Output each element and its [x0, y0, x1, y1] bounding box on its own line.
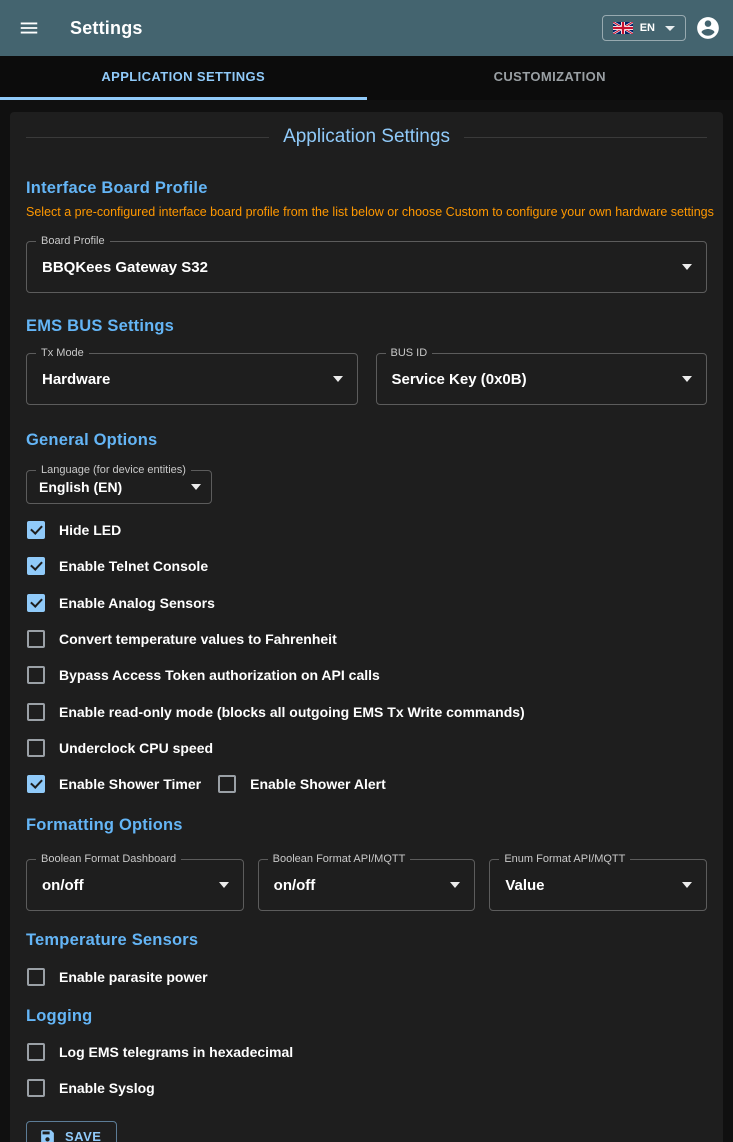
language-code-label: EN [639, 22, 655, 34]
save-floppy-icon [39, 1128, 56, 1142]
checkbox-enable-telnet-console[interactable] [26, 557, 208, 575]
bus-id-label: BUS ID [386, 347, 433, 359]
chevron-down-icon [665, 26, 675, 31]
chevron-down-icon [682, 264, 692, 270]
logging-checkbox-list [26, 1034, 707, 1107]
tx-mode-label: Tx Mode [36, 347, 89, 359]
section-heading-ems-bus: EMS BUS Settings [26, 317, 175, 335]
checkbox-label: Enable Analog Sensors [59, 594, 215, 611]
checkbox-label: Enable Shower Alert [250, 776, 386, 793]
checkbox-bypass-access-token[interactable] [26, 666, 380, 684]
bus-id-value: Service Key (0x0B) [391, 370, 527, 388]
section-heading-temperature-sensors: Temperature Sensors [26, 931, 199, 950]
chevron-down-icon [450, 882, 460, 888]
language-selector-button[interactable] [602, 15, 686, 41]
section-heading-interface-board: Interface Board Profile [26, 179, 208, 197]
board-profile-select[interactable] [26, 235, 707, 293]
checkbox-icon [218, 775, 236, 793]
checkbox-label: Enable parasite power [59, 968, 208, 985]
bus-id-select[interactable] [376, 347, 708, 405]
save-button-label: SAVE [65, 1129, 102, 1142]
checkbox-enable-shower-alert[interactable] [217, 775, 386, 793]
checkbox-label: Bypass Access Token authorization on API calls [59, 667, 380, 684]
boolean-format-api-label: Boolean Format API/MQTT [268, 853, 411, 865]
board-profile-label: Board Profile [36, 235, 110, 247]
checkbox-enable-syslog[interactable] [26, 1079, 155, 1097]
app-bar [0, 0, 733, 56]
enum-format-api-select[interactable] [489, 853, 707, 911]
enum-format-api-label: Enum Format API/MQTT [499, 853, 630, 865]
tx-mode-value: Hardware [42, 370, 111, 388]
enum-format-api-value: Value [505, 876, 545, 894]
boolean-format-dashboard-label: Boolean Format Dashboard [36, 853, 181, 865]
checkbox-icon [27, 521, 45, 539]
checkbox-label: Enable read-only mode (blocks all outgoing EMS Tx Write commands) [59, 703, 525, 720]
checkbox-label: Enable Shower Timer [59, 776, 202, 793]
checkbox-label: Convert temperature values to Fahrenheit [59, 631, 337, 648]
checkbox-label: Underclock CPU speed [59, 739, 214, 756]
account-circle-icon [695, 15, 721, 41]
board-profile-description: Select a pre-configured interface board profile from the list below or choose Custom to configure your own hardware settings [26, 205, 714, 219]
general-options-checkbox-list [26, 512, 707, 802]
uk-flag-icon [613, 22, 633, 34]
language-entities-select[interactable] [26, 464, 212, 504]
tab-customization[interactable]: CUSTOMIZATION [493, 69, 606, 84]
divider-line [26, 137, 269, 138]
page-title-divider [26, 126, 707, 148]
checkbox-icon [27, 594, 45, 612]
section-heading-formatting-options: Formatting Options [26, 816, 183, 835]
language-entities-label: Language (for device entities) [36, 464, 191, 476]
tab-bar [0, 56, 733, 100]
boolean-format-api-value: on/off [273, 876, 316, 894]
boolean-format-dashboard-select[interactable] [26, 853, 244, 911]
checkbox-log-ems-hex[interactable] [26, 1043, 293, 1061]
section-heading-general-options: General Options [26, 431, 158, 449]
checkbox-label: Enable Syslog [59, 1080, 155, 1097]
checkbox-icon [27, 739, 45, 757]
board-profile-value: BBQKees Gateway S32 [42, 258, 208, 276]
chevron-down-icon [333, 376, 343, 382]
checkbox-icon [27, 630, 45, 648]
chevron-down-icon [191, 484, 201, 490]
page-title: Application Settings [283, 126, 450, 147]
chevron-down-icon [219, 882, 229, 888]
checkbox-icon [27, 968, 45, 986]
checkbox-icon [27, 557, 45, 575]
temperature-sensors-checkbox-list [26, 958, 707, 994]
checkbox-icon [27, 703, 45, 721]
checkbox-enable-analog-sensors[interactable] [26, 594, 215, 612]
hamburger-menu-button[interactable] [16, 15, 42, 41]
settings-card [10, 112, 723, 1142]
checkbox-icon [27, 1043, 45, 1061]
checkbox-enable-readonly-mode[interactable] [26, 703, 525, 721]
tab-application-settings[interactable]: APPLICATION SETTINGS [0, 56, 367, 100]
divider-line [464, 137, 707, 138]
checkbox-hide-led[interactable] [26, 521, 121, 539]
language-entities-value: English (EN) [39, 479, 123, 495]
tx-mode-select[interactable] [26, 347, 358, 405]
checkbox-underclock-cpu[interactable] [26, 739, 213, 757]
account-button[interactable] [695, 15, 721, 41]
section-heading-logging: Logging [26, 1006, 93, 1025]
save-button[interactable] [26, 1121, 117, 1142]
checkbox-label: Log EMS telegrams in hexadecimal [59, 1043, 294, 1060]
page-header-title: Settings [70, 17, 143, 38]
checkbox-label: Hide LED [59, 522, 122, 539]
checkbox-enable-parasite-power[interactable] [26, 968, 208, 986]
boolean-format-dashboard-value: on/off [42, 876, 84, 894]
checkbox-icon [27, 775, 45, 793]
chevron-down-icon [682, 376, 692, 382]
boolean-format-api-select[interactable] [258, 853, 476, 911]
checkbox-label: Enable Telnet Console [59, 558, 209, 575]
checkbox-icon [27, 666, 45, 684]
checkbox-convert-fahrenheit[interactable] [26, 630, 337, 648]
checkbox-icon [27, 1079, 45, 1097]
chevron-down-icon [682, 882, 692, 888]
hamburger-icon [18, 17, 40, 39]
checkbox-enable-shower-timer[interactable] [26, 775, 201, 793]
